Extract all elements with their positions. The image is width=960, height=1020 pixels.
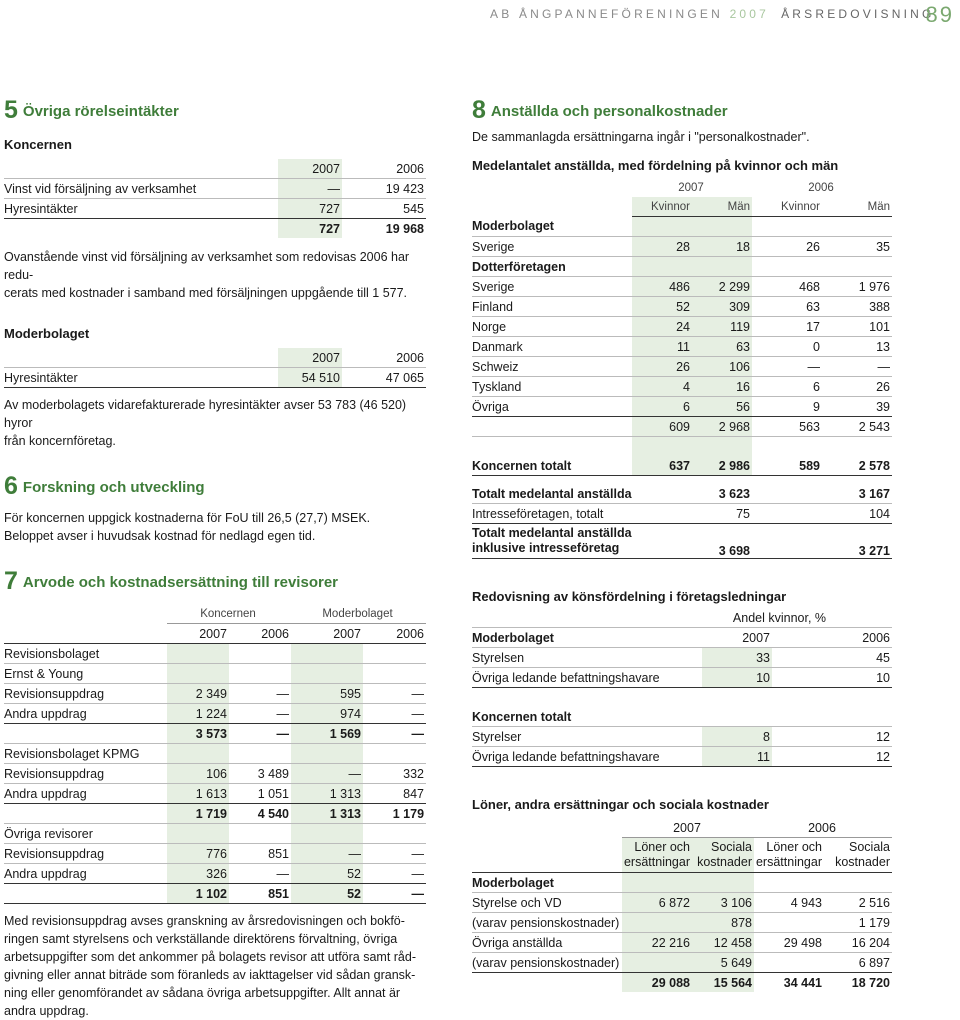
- table-row: [4, 368, 426, 388]
- group-label: Koncernen totalt: [472, 707, 702, 727]
- row-label: (varav pensionskostnader): [472, 913, 622, 933]
- col-header: Kvinnor: [632, 197, 692, 217]
- cell: 8: [702, 727, 772, 747]
- table-row: [472, 933, 892, 953]
- cell: 776: [167, 844, 229, 864]
- label-line: Totalt medelantal anställda: [472, 526, 632, 540]
- row-label: Styrelsen: [472, 648, 702, 668]
- row-label: Tyskland: [472, 377, 632, 397]
- cell: 847: [363, 784, 426, 804]
- cell: 10: [772, 668, 892, 688]
- year-col: 2007: [291, 624, 363, 644]
- table-row: [472, 317, 892, 337]
- col-header: [754, 838, 824, 873]
- cell: 12: [772, 747, 892, 767]
- para-line: ning eller genomförandet av sådana övriga arbetsuppgifter. Allt annat är: [4, 986, 401, 1000]
- year-col: 2006: [342, 348, 426, 368]
- para-line: Med revisionsuppdrag avses granskning av årsredovisningen och bokfö-: [4, 914, 405, 928]
- cell: [622, 953, 692, 973]
- cell: 2 299: [692, 277, 752, 297]
- cell: [229, 664, 291, 684]
- col-header: [622, 838, 692, 873]
- table-row: [472, 913, 892, 933]
- row-label: Ernst & Young: [4, 664, 167, 684]
- org-name: AB ÅNGPANNEFÖRENINGEN: [490, 7, 724, 21]
- section-number: 5: [4, 96, 18, 124]
- year-col: 2006: [342, 159, 426, 179]
- running-title: [490, 7, 935, 21]
- section-number: 8: [472, 96, 486, 124]
- col-header: Män: [822, 197, 892, 217]
- cell: [291, 664, 363, 684]
- cell: 18 720: [851, 975, 890, 990]
- cell: 1 313: [291, 804, 363, 824]
- s7-auditor-table: [4, 604, 426, 904]
- table-row: [4, 724, 426, 744]
- table-row: [472, 257, 892, 277]
- group-header: Koncernen: [167, 604, 291, 624]
- cell: 10: [702, 668, 772, 688]
- cell: 63: [752, 297, 822, 317]
- row-label: Andra uppdrag: [4, 704, 167, 724]
- cell: 3 271: [752, 524, 892, 559]
- cell: [167, 824, 229, 844]
- cell: 45: [772, 648, 892, 668]
- section-8-heading: [472, 96, 892, 125]
- row-label: Revisionsbolaget KPMG: [4, 744, 167, 764]
- para-line: ringen samt styrelsens och verkställande direktörens förvaltning, övriga: [4, 932, 398, 946]
- cell: 3 573: [167, 724, 229, 744]
- andel-header: Andel kvinnor, %: [702, 608, 892, 628]
- cell: [291, 644, 363, 664]
- cell: 6: [752, 377, 822, 397]
- right-column: [472, 96, 892, 992]
- cell: 1 719: [167, 804, 229, 824]
- cell: [622, 913, 692, 933]
- year-group: 2007: [678, 181, 704, 194]
- cell: 9: [752, 397, 822, 417]
- page-header: [490, 2, 956, 27]
- report-name: ÅRSREDOVISNING: [781, 7, 935, 21]
- header-line: Löner och: [634, 840, 690, 854]
- row-label: Styrelser: [472, 727, 702, 747]
- cell: 1 569: [291, 724, 363, 744]
- cell: 609: [632, 417, 692, 437]
- cell: 2 516: [824, 893, 892, 913]
- row-label: Moderbolaget: [472, 217, 632, 237]
- cell: 18: [692, 237, 752, 257]
- table-row: [4, 864, 426, 884]
- s8-intro: De sammanlagda ersättningarna ingår i "personalkostnader".: [472, 130, 810, 144]
- cell: [229, 824, 291, 844]
- row-label: Revisionsuppdrag: [4, 844, 167, 864]
- row-label: Norge: [472, 317, 632, 337]
- cell: —: [291, 764, 363, 784]
- table-row: [472, 648, 892, 668]
- header-line: Sociala: [711, 840, 752, 854]
- cell: 11: [632, 337, 692, 357]
- cell: 2 968: [692, 417, 752, 437]
- cell: 29 088: [622, 973, 692, 993]
- row-label: Hyresintäkter: [4, 368, 278, 388]
- header-line: Sociala: [849, 840, 890, 854]
- row-label: [472, 417, 632, 437]
- total-row: [4, 219, 426, 239]
- table-row: [4, 199, 426, 219]
- table-row: [4, 764, 426, 784]
- cell: 13: [822, 337, 892, 357]
- cell: —: [229, 684, 291, 704]
- cell: 33: [702, 648, 772, 668]
- table-row: [4, 684, 426, 704]
- row-label: Danmark: [472, 337, 632, 357]
- table-row: [472, 524, 892, 559]
- cell: 332: [363, 764, 426, 784]
- row-label: Dotterföretagen: [472, 257, 632, 277]
- cell: 11: [702, 747, 772, 767]
- cell: 1 313: [291, 784, 363, 804]
- cell: 3 623: [672, 484, 752, 504]
- cell: 545: [342, 199, 426, 219]
- para-line: andra uppdrag.: [4, 1004, 89, 1018]
- header-line: Löner och: [766, 840, 822, 854]
- cell: 28: [632, 237, 692, 257]
- page-number: 89: [925, 2, 954, 27]
- row-label: Sverige: [472, 277, 632, 297]
- col-header: Kvinnor: [752, 197, 822, 217]
- row-label: Revisionsbolaget: [4, 644, 167, 664]
- row-label: Övriga ledande befattningshavare: [472, 747, 702, 767]
- cell: [167, 744, 229, 764]
- note-line: Ovanstående vinst vid försäljning av verksamhet som redovisas 2006 har redu-: [4, 250, 410, 282]
- row-label: Schweiz: [472, 357, 632, 377]
- header-year: 2007: [729, 7, 770, 21]
- table-row: [4, 844, 426, 864]
- table-row: [472, 237, 892, 257]
- table-row: [472, 668, 892, 688]
- cell: 2 349: [167, 684, 229, 704]
- table-row: [472, 277, 892, 297]
- row-label: Övriga ledande befattningshavare: [472, 668, 702, 688]
- group-header: Moderbolaget: [291, 604, 426, 624]
- row-label: [4, 804, 167, 824]
- cell: 851: [229, 884, 291, 904]
- s6-line: För koncernen uppgick kostnaderna för FoU till 26,5 (27,7) MSEK.: [4, 511, 371, 525]
- cell: [229, 744, 291, 764]
- cell: 563: [752, 417, 822, 437]
- cell: 22 216: [622, 933, 692, 953]
- cell: —: [822, 357, 892, 377]
- cell: 1 613: [167, 784, 229, 804]
- cell: 54 510: [278, 368, 342, 388]
- cell: —: [363, 864, 426, 884]
- cell: [229, 644, 291, 664]
- cell: [363, 744, 426, 764]
- cell: 52: [632, 297, 692, 317]
- header-line: kostnader: [835, 855, 890, 869]
- year-col: 2006: [363, 624, 426, 644]
- cell: 101: [822, 317, 892, 337]
- cell: —: [363, 684, 426, 704]
- table-row: [4, 179, 426, 199]
- note-line: cerats med kostnader i samband med försäljningen uppgående till 1 577.: [4, 286, 408, 300]
- cell: 5 649: [692, 953, 754, 973]
- cell: 3 106: [692, 893, 754, 913]
- cell: 12: [772, 727, 892, 747]
- row-label: Sverige: [472, 237, 632, 257]
- cell: 16 204: [824, 933, 892, 953]
- table-row: [472, 973, 892, 993]
- row-label: Finland: [472, 297, 632, 317]
- table-row: [472, 417, 892, 437]
- employees-totals-table: [472, 484, 892, 559]
- cell: 309: [692, 297, 752, 317]
- cell: 595: [291, 684, 363, 704]
- row-label: [472, 973, 622, 993]
- table-row: [472, 893, 892, 913]
- cell: 26: [752, 237, 822, 257]
- label-line: inklusive intresseföretag: [472, 541, 620, 555]
- row-label: Styrelse och VD: [472, 893, 622, 913]
- year-col: 2007: [702, 628, 772, 648]
- row-label: Hyresintäkter: [4, 199, 278, 219]
- year-group: 2007: [622, 818, 754, 838]
- cell: 52: [291, 864, 363, 884]
- s7-paragraph: [4, 912, 426, 1020]
- section-title: Övriga rörelseintäkter: [22, 103, 179, 120]
- cell: 19 968: [385, 221, 424, 236]
- year-col: 2007: [278, 159, 342, 179]
- cell: 24: [632, 317, 692, 337]
- cell: 56: [692, 397, 752, 417]
- employees-table: [472, 178, 892, 476]
- s5-koncern-table: [4, 159, 426, 238]
- cell: 16: [692, 377, 752, 397]
- row-label: Totalt medelantal anställda: [472, 484, 672, 504]
- cell: 3 489: [229, 764, 291, 784]
- cell: 486: [632, 277, 692, 297]
- cell: 6 872: [622, 893, 692, 913]
- cell: [754, 953, 824, 973]
- table-row: [472, 456, 892, 476]
- cell: 6 897: [824, 953, 892, 973]
- para-line: arbetsuppgifter som det ankommer på bolagets revisor att utföra samt råd-: [4, 950, 416, 964]
- header-line: kostnader: [697, 855, 752, 869]
- year-col: 2007: [278, 348, 342, 368]
- row-label: Koncernen totalt: [472, 456, 632, 476]
- cell: 3 698: [672, 524, 752, 559]
- section-5-heading: [4, 96, 426, 125]
- col-header: Män: [692, 197, 752, 217]
- pay-table: [472, 818, 892, 992]
- cell: 106: [692, 357, 752, 377]
- cell: 326: [167, 864, 229, 884]
- pay-title: Löner, andra ersättningar och sociala kostnader: [472, 797, 769, 812]
- header-line: ersättningar: [623, 855, 690, 869]
- cell: —: [363, 704, 426, 724]
- year-col: 2007: [167, 624, 229, 644]
- cell: 1 224: [167, 704, 229, 724]
- table-row: [4, 804, 426, 824]
- cell: 29 498: [754, 933, 824, 953]
- table-row: [472, 297, 892, 317]
- moderbolaget-label: Moderbolaget: [4, 326, 90, 341]
- cell: 6: [632, 397, 692, 417]
- row-label: Andra uppdrag: [4, 784, 167, 804]
- cell: 15 564: [692, 973, 754, 993]
- row-label: Övriga revisorer: [4, 824, 167, 844]
- row-label: Revisionsuppdrag: [4, 764, 167, 784]
- table-row: [472, 217, 892, 237]
- cell: 63: [692, 337, 752, 357]
- para-line: givning eller annat biträde som föranleds av iakttagelser vid sådan gransk-: [4, 968, 416, 982]
- cell: 1 179: [363, 804, 426, 824]
- group-label: Moderbolaget: [472, 873, 622, 893]
- row-label: Övriga anställda: [472, 933, 622, 953]
- cell: 2 543: [822, 417, 892, 437]
- table-row: [4, 664, 426, 684]
- koncernen-label: Koncernen: [4, 137, 72, 152]
- cell: 119: [692, 317, 752, 337]
- row-label: Intresseföretagen, totalt: [472, 504, 672, 524]
- cell: 2 578: [822, 456, 892, 476]
- cell: —: [229, 864, 291, 884]
- cell: 12 458: [692, 933, 754, 953]
- table-row: [4, 704, 426, 724]
- cell: 52: [291, 884, 363, 904]
- cell: 26: [632, 357, 692, 377]
- cell: 468: [752, 277, 822, 297]
- table-row: [472, 953, 892, 973]
- cell: —: [229, 704, 291, 724]
- cell: [363, 824, 426, 844]
- row-label: [472, 524, 672, 559]
- cell: 104: [752, 504, 892, 524]
- cell: [363, 644, 426, 664]
- section-6-heading: [4, 472, 426, 501]
- col-header: [692, 838, 754, 873]
- table-row: [472, 504, 892, 524]
- row-label: Revisionsuppdrag: [4, 684, 167, 704]
- table-row: [472, 484, 892, 504]
- cell: [291, 824, 363, 844]
- section-number: 6: [4, 472, 18, 500]
- cell: 2 986: [692, 456, 752, 476]
- table-row: [472, 397, 892, 417]
- cell: 4 540: [229, 804, 291, 824]
- cell: —: [363, 844, 426, 864]
- year-col: 2006: [229, 624, 291, 644]
- section-title: Anställda och personalkostnader: [490, 103, 728, 120]
- cell: 17: [752, 317, 822, 337]
- cell: 75: [672, 504, 752, 524]
- cell: 26: [822, 377, 892, 397]
- cell: [167, 664, 229, 684]
- cell: 974: [291, 704, 363, 724]
- cell: 851: [229, 844, 291, 864]
- cell: —: [229, 724, 291, 744]
- cell: 0: [752, 337, 822, 357]
- table-row: [472, 747, 892, 767]
- cell: 3 167: [752, 484, 892, 504]
- row-label: Övriga: [472, 397, 632, 417]
- cell: 4 943: [754, 893, 824, 913]
- table-row: [4, 884, 426, 904]
- row-label: (varav pensionskostnader): [472, 953, 622, 973]
- section-title: Arvode och kostnadsersättning till revisorer: [22, 574, 338, 591]
- cell: —: [291, 844, 363, 864]
- cell: 47 065: [342, 368, 426, 388]
- cell: 39: [822, 397, 892, 417]
- table-row: [472, 337, 892, 357]
- cell: 1 976: [822, 277, 892, 297]
- s6-line: Beloppet avser i huvudsak kostnad för nedlagd egen tid.: [4, 529, 316, 543]
- employees-title: Medelantalet anställda, med fördelning på kvinnor och män: [472, 158, 839, 173]
- cell: [167, 644, 229, 664]
- section-title: Forskning och utveckling: [22, 479, 205, 496]
- cell: [291, 744, 363, 764]
- cell: 106: [167, 764, 229, 784]
- table-row: [4, 744, 426, 764]
- table-row: [4, 784, 426, 804]
- table-row: [472, 727, 892, 747]
- cell: 727: [278, 219, 342, 239]
- cell: —: [363, 724, 426, 744]
- gender-table: [472, 608, 892, 767]
- col-header: [824, 838, 892, 873]
- year-group: 2006: [808, 181, 834, 194]
- table-row: [4, 644, 426, 664]
- section-7-heading: [4, 567, 426, 596]
- cell: 1 179: [824, 913, 892, 933]
- header-line: ersättningar: [755, 855, 822, 869]
- cell: [754, 913, 824, 933]
- cell: 637: [632, 456, 692, 476]
- cell: 1 051: [229, 784, 291, 804]
- cell: [363, 664, 426, 684]
- cell: 34 441: [783, 975, 822, 990]
- cell: —: [278, 179, 342, 199]
- year-col: 2006: [772, 628, 892, 648]
- table-row: [472, 377, 892, 397]
- group-label: Moderbolaget: [472, 628, 702, 648]
- row-label: Vinst vid försäljning av verksamhet: [4, 179, 278, 199]
- cell: 1 102: [167, 884, 229, 904]
- cell: 35: [822, 237, 892, 257]
- note-line: Av moderbolagets vidarefakturerade hyresintäkter avser 53 783 (46 520) hyror: [4, 398, 407, 430]
- row-label: [4, 884, 167, 904]
- cell: 388: [822, 297, 892, 317]
- note-line: från koncernföretag.: [4, 434, 116, 448]
- gender-title: Redovisning av könsfördelning i företagsledningar: [472, 589, 787, 604]
- s5-moder-table: [4, 348, 426, 388]
- row-label: Andra uppdrag: [4, 864, 167, 884]
- section-number: 7: [4, 567, 18, 595]
- table-row: [4, 824, 426, 844]
- row-label: [4, 724, 167, 744]
- cell: 878: [692, 913, 754, 933]
- cell: 589: [752, 456, 822, 476]
- cell: —: [752, 357, 822, 377]
- cell: 19 423: [342, 179, 426, 199]
- cell: 727: [278, 199, 342, 219]
- cell: 4: [632, 377, 692, 397]
- year-group: 2006: [754, 818, 892, 838]
- table-row: [472, 357, 892, 377]
- left-column: [4, 96, 426, 1020]
- cell: —: [363, 884, 426, 904]
